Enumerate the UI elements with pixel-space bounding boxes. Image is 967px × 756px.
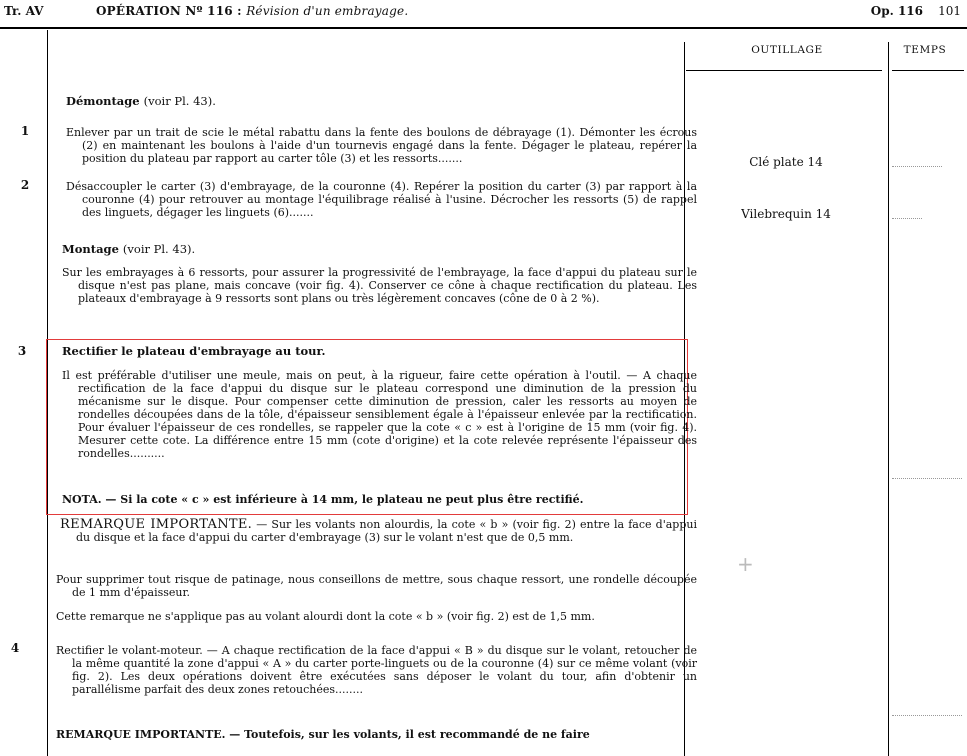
time-dots (892, 218, 922, 219)
montage-text: Sur les embrayages à 6 ressorts, pour assurer la progressivité de l'embrayage, la face d'appui du plateau sur le disque n'est pas plane, mais concave (voir fig. 4). Conserver ce cône à chaque rectification du plateau. Les plateaux d'embrayage à 9 ressorts sont plans ou très légèrement concaves (cône de 0 à 2 %). (62, 266, 697, 305)
header-rule (0, 27, 967, 29)
step-2-text: Désaccoupler le carter (3) d'embrayage, de la couronne (4). Repérer la position du carter (3) par rapport à la couronne (4) pour retrouver au montage l'équilibrage réalisé à l'usine. Décrocher les ressorts (5) de rappel des linguets, dégager les linguets (6)....... (66, 180, 697, 219)
demontage-heading: Démontage (voir Pl. 43). (66, 94, 216, 108)
step-1-tool: Clé plate 14 (749, 155, 823, 169)
outillage-underline (686, 70, 882, 71)
step-3-text: Il est préférable d'utiliser une meule, mais on peut, à la rigueur, faire cette opération à l'outil. — A chaque rectification de la face d'appui du disque sur le plateau correspond une diminution de la pression du mécanisme sur le disque. Pour compenser cette diminution de pression, caler les ressorts au moyen de rondelles découpées dans de la tôle, d'épaisseur sensiblement égale à l'épaisseur enlevée par la rectification. Pour évaluer l'épaisseur de ces rondelles, se rappeler que la cote « c » est à l'origine de 15 mm (voir fig. 4). Mesurer cette cote. La différence entre 15 mm (cote d'origine) et la cote relevée représente l'épaisseur des rondelles.......... (62, 369, 697, 460)
step-4-text: Rectifier le volant-moteur. — A chaque rectification de la face d'appui « B » du disque sur le volant, retoucher de la même quantité la zone d'appui « A » du carter porte-linguets ou de la couronne (4) sur ce même volant (voir fig. 2). Les deux opérations doivent être exécutées sans déposer le volant du tour, afin d'obtenir un parallélisme parfait des deux zones retouchées........ (56, 644, 697, 696)
page-header-title (96, 4, 408, 18)
montage-heading: Montage (voir Pl. 43). (62, 242, 196, 256)
remarque-text-3: Cette remarque ne s'applique pas au volant alourdi dont la cote « b » (voir fig. 2) est de 1,5 mm. (56, 610, 595, 623)
page-header-section: Tr. AV (4, 4, 44, 18)
temps-header: TEMPS (903, 44, 947, 56)
remarque-text-2: Pour supprimer tout risque de patinage, nous conseillons de mettre, sous chaque ressort, une rondelle découpée de 1 mm d'épaisseur. (56, 573, 697, 599)
time-column-rule (888, 42, 889, 756)
page-number: 101 (938, 4, 961, 18)
time-dots (892, 166, 942, 167)
time-dots (892, 478, 962, 479)
outillage-header: OUTILLAGE (751, 44, 823, 56)
step-number: 1 (20, 124, 30, 138)
title-italic: Révision d'un embrayage. (246, 4, 409, 18)
footer-clip (0, 724, 967, 756)
remarque-block (60, 518, 697, 544)
crosshair-mark: + (737, 552, 754, 576)
step-3-nota: NOTA. — Si la cote « c » est inférieure à 14 mm, le plateau ne peut plus être rectifié. (62, 493, 584, 506)
step-2-tool: Vilebrequin 14 (741, 207, 831, 221)
remarque-text: — Sur les volants non alourdis, la cote « b » (voir fig. 2) entre la face d'appui du disque et la face d'appui du carter d'embrayage (3) sur le volant n'est que de 0,5 mm. (76, 518, 697, 544)
step-number: 4 (10, 641, 20, 655)
footer-fragment: REMARQUE IMPORTANTE. — Toutefois, sur les volants, il est recommandé de ne faire (56, 728, 590, 741)
time-dots (892, 715, 962, 716)
temps-underline (892, 70, 964, 71)
step-1-text: Enlever par un trait de scie le métal rabattu dans la fente des boulons de débrayage (1). Démonter les écrous (2) en maintenant les boulons à l'aide d'un tournevis engagé dans la fente. Dégager le plateau, repérer la position du plateau par rapport au carter tôle (3) et les ressorts....... (66, 126, 697, 165)
remarque-title: REMARQUE IMPORTANTE. (60, 517, 253, 532)
step-number: 3 (17, 344, 27, 358)
step-3-title: Rectifier le plateau d'embrayage au tour. (62, 344, 326, 358)
page-header-op: Op. 116 (870, 4, 923, 18)
step-number: 2 (20, 178, 30, 192)
title-prefix: OPÉRATION Nº 116 : (96, 4, 242, 18)
